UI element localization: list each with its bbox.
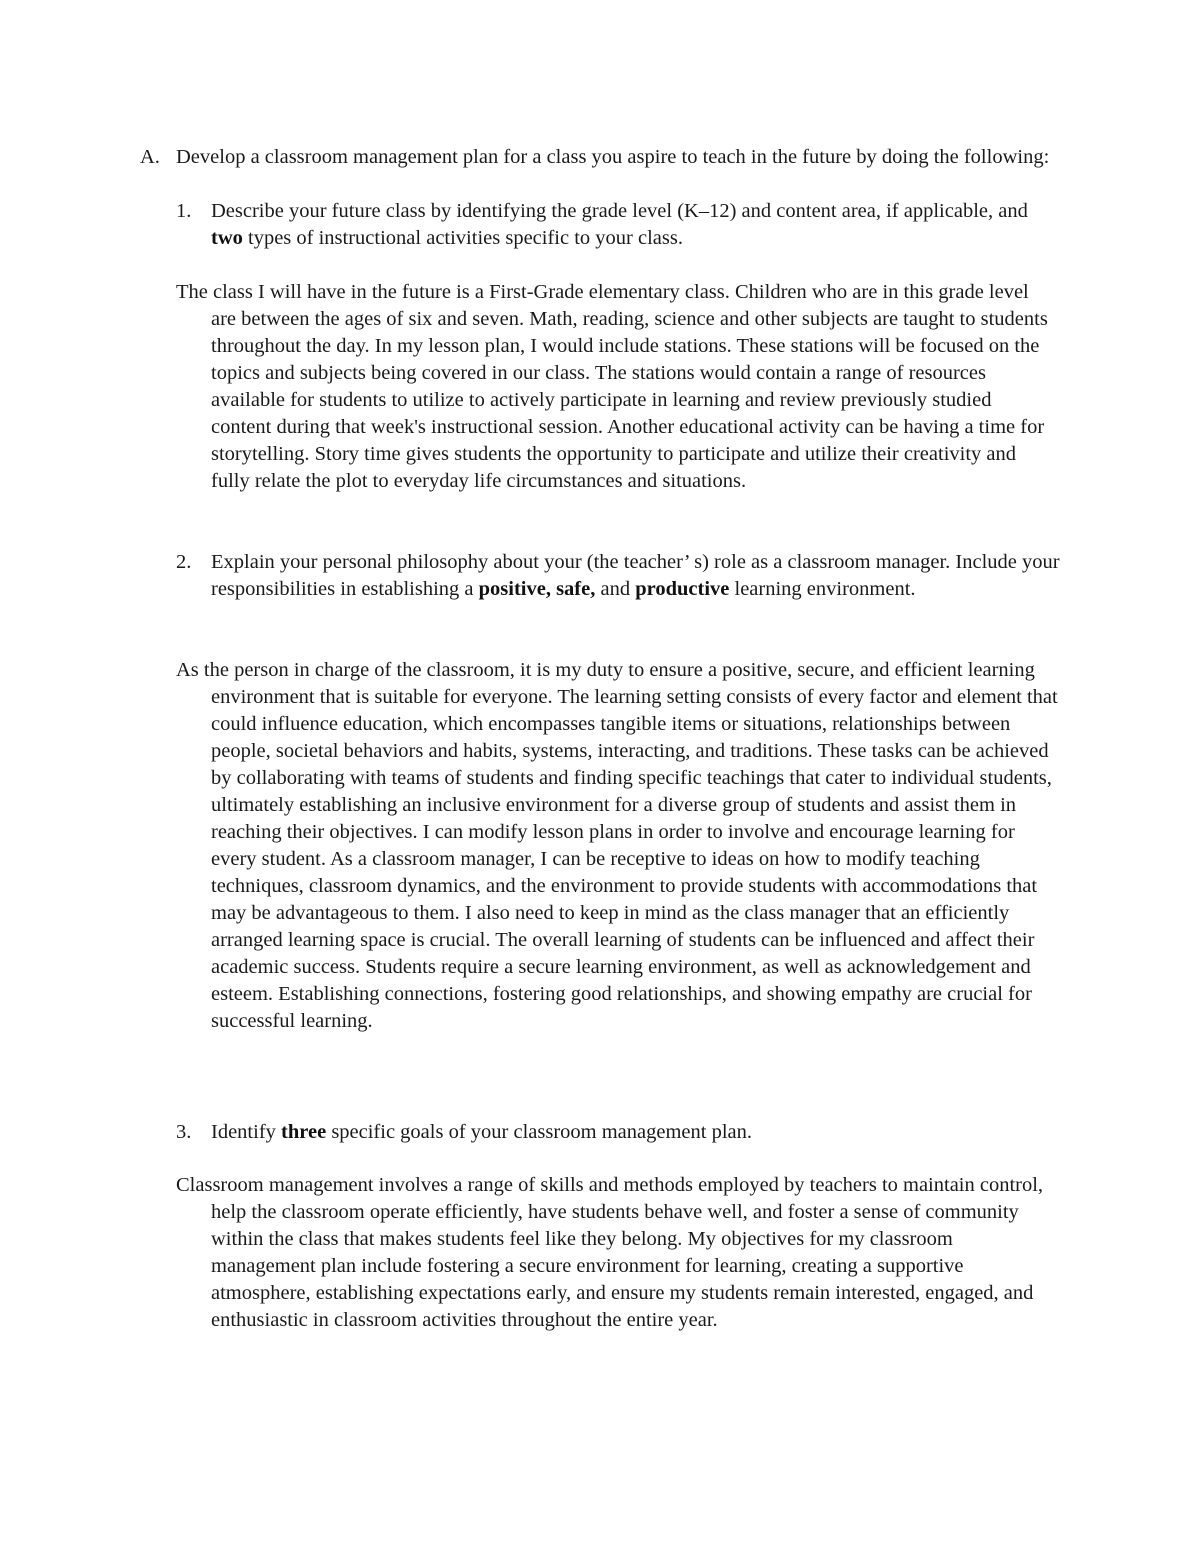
question-2-bold-2: productive: [635, 578, 730, 600]
question-1-text-pre: Describe your future class by identifying the grade level (K–12) and content area, if applicable, and: [211, 200, 1028, 222]
question-1-bold: two: [211, 227, 243, 249]
question-1-number: 1.: [176, 200, 192, 222]
question-2-text-pre: Explain your personal philosophy about your (the teacher’ s) role as a classroom manager. Include your responsibilities in establishing a: [211, 551, 1060, 600]
question-2-number: 2.: [176, 551, 192, 573]
answer-1: The class I will have in the future is a First-Grade elementary class. Children who are in this grade level are between the ages of six and seven. Math, reading, science and other subjects are taught to students throughout the day. In my lesson plan, I would include stations. These stations will be focused on the topics and subjects being covered in our class. The stations would contain a range of resources available for students to utilize to actively participate in learning and review previously studied content during that week's instructional session. Another educational activity can be having a time for storytelling. Story time gives students the opportunity to participate and utilize their creativity and fully relate the plot to everyday life circumstances and situations.: [176, 281, 1048, 492]
question-3-number: 3.: [176, 1121, 192, 1143]
question-3-text-pre: Identify: [211, 1121, 276, 1143]
answer-3: Classroom management involves a range of skills and methods employed by teachers to maintain control, help the classroom operate efficiently, have students behave well, and foster a sense of community within the class that makes students feel like they belong. My objectives for my classroom management plan include fostering a secure environment for learning, creating a supportive atmosphere, establishing expectations early, and ensure my students remain interested, engaged, and enthusiastic in classroom activities throughout the entire year.: [176, 1174, 1044, 1331]
question-1: [211, 198, 1041, 252]
question-2-text-mid: and: [600, 578, 631, 600]
question-1-text-post: types of instructional activities specific to your class.: [248, 227, 683, 249]
question-3-text-post: specific goals of your classroom management plan.: [331, 1121, 753, 1143]
section-intro: Develop a classroom management plan for a class you aspire to teach in the future by doing the following:: [176, 146, 1050, 168]
question-3: [211, 1119, 1041, 1146]
question-3-bold: three: [281, 1121, 327, 1143]
answer-2: As the person in charge of the classroom, it is my duty to ensure a positive, secure, and efficient learning environment that is suitable for everyone. The learning setting consists of every factor and element that could influence education, which encompasses tangible items or situations, relationships between people, societal behaviors and habits, systems, interacting, and traditions. These tasks can be achieved by collaborating with teams of students and finding specific teachings that cater to individual students, ultimately establishing an inclusive environment for a diverse group of students and assist them in reaching their objectives. I can modify lesson plans in order to involve and encourage learning for every student. As a classroom manager, I can be receptive to ideas on how to modify teaching techniques, classroom dynamics, and the environment to provide students with accommodations that may be advantageous to them. I also need to keep in mind as the class manager that an efficiently arranged learning space is crucial. The overall learning of students can be influenced and affect their academic success. Students require a secure learning environment, as well as acknowledgement and esteem. Establishing connections, fostering good relationships, and showing empathy are crucial for successful learning.: [176, 659, 1058, 1032]
section-letter: A.: [140, 146, 160, 168]
question-2-bold-1: positive, safe,: [478, 578, 596, 600]
question-2-text-post: learning environment.: [734, 578, 916, 600]
question-2: [211, 549, 1061, 603]
